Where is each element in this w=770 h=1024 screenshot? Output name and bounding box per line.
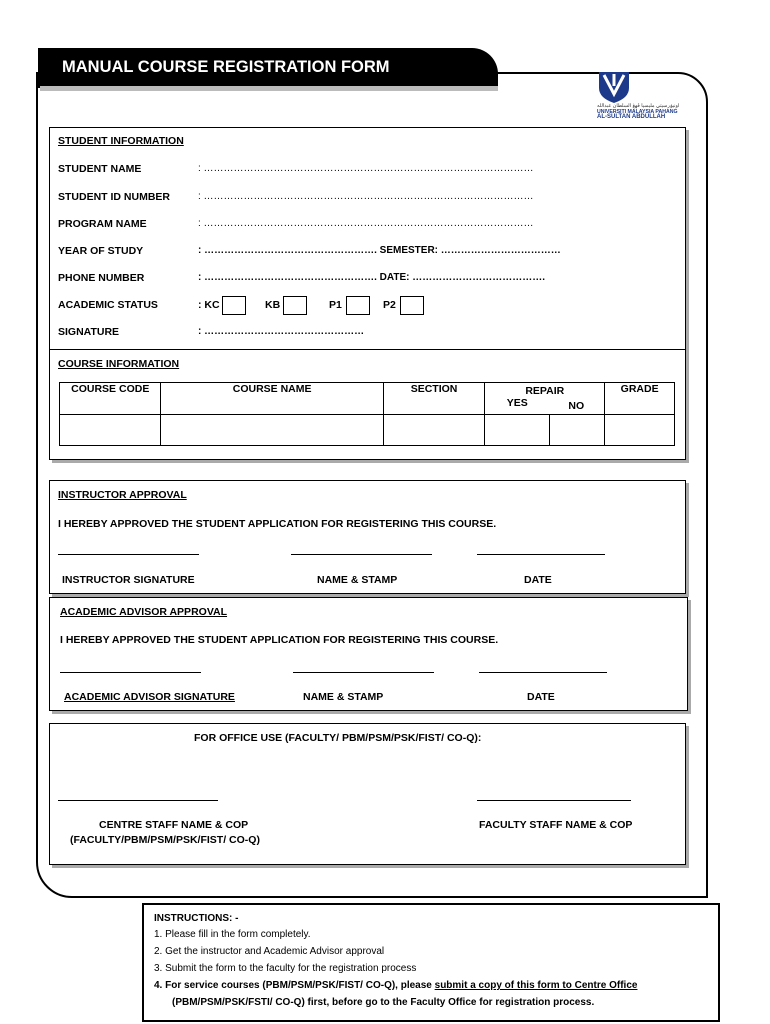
student-section-title: STUDENT INFORMATION bbox=[58, 135, 184, 147]
instructor-statement: I HEREBY APPROVED THE STUDENT APPLICATION FOR REGISTERING THIS COURSE. bbox=[58, 518, 497, 530]
advisor-signature-line[interactable] bbox=[60, 672, 201, 673]
centre-staff-sublabel: (FACULTY/PBM/PSM/PSK/FIST/ CO-Q) bbox=[70, 834, 260, 846]
col-grade: GRADE bbox=[605, 383, 675, 415]
instruction-item-4 bbox=[154, 980, 637, 991]
advisor-statement: I HEREBY APPROVED THE STUDENT APPLICATION FOR REGISTERING THIS COURSE. bbox=[60, 634, 499, 646]
status-p1-label: P1 bbox=[329, 299, 342, 311]
faculty-staff-line[interactable] bbox=[477, 800, 631, 801]
section-cell[interactable] bbox=[383, 414, 484, 445]
advisor-date-line[interactable] bbox=[479, 672, 607, 673]
grade-cell[interactable] bbox=[605, 414, 675, 445]
instructions-title: INSTRUCTIONS: - bbox=[154, 913, 239, 924]
student-id-field[interactable]: : ……………………………………………………………………………………… bbox=[198, 191, 534, 202]
advisor-section-title: ACADEMIC ADVISOR APPROVAL bbox=[60, 606, 228, 618]
instructor-signature-label: INSTRUCTOR SIGNATURE bbox=[62, 574, 195, 586]
student-name-field[interactable]: : ……………………………………………………………………………………… bbox=[198, 163, 534, 174]
instruction-item-4-emphasis: submit a copy of this form to Centre Office bbox=[434, 980, 638, 991]
instruction-item-3: 3. Submit the form to the faculty for the registration process bbox=[154, 963, 417, 974]
col-repair-yes: YES bbox=[506, 397, 528, 409]
student-info-section bbox=[49, 127, 686, 351]
col-repair bbox=[485, 383, 605, 414]
form-title: MANUAL COURSE REGISTRATION FORM bbox=[62, 58, 390, 76]
course-code-cell[interactable] bbox=[60, 414, 161, 445]
status-kb-checkbox[interactable] bbox=[283, 296, 307, 315]
course-table bbox=[59, 382, 675, 446]
course-section-title: COURSE INFORMATION bbox=[58, 358, 180, 370]
signature-field[interactable]: : ………………………………………… bbox=[198, 326, 365, 337]
course-entry-row bbox=[60, 414, 675, 445]
year-semester-field[interactable]: : ……………………………………………. SEMESTER: ……………………………… bbox=[198, 245, 561, 256]
instruction-item-4-text: 4. For service courses (PBM/PSM/PSK/FIST/ CO-Q), please bbox=[154, 980, 435, 991]
instructor-date-line[interactable] bbox=[477, 554, 605, 555]
program-name-label: PROGRAM NAME bbox=[58, 218, 147, 230]
status-kc-label: : KC bbox=[198, 299, 220, 311]
repair-no-cell[interactable] bbox=[550, 414, 605, 445]
logo-text-name: UNIVERSITI MALAYSIA PAHANG bbox=[597, 109, 678, 115]
phone-date-field[interactable]: : ……………………………………………. DATE: …………………………………. bbox=[198, 272, 546, 283]
program-name-field[interactable]: : ……………………………………………………………………………………… bbox=[198, 218, 534, 229]
centre-staff-line[interactable] bbox=[58, 800, 218, 801]
office-use-title: FOR OFFICE USE (FACULTY/ PBM/PSM/PSK/FIST/ CO-Q): bbox=[194, 732, 482, 744]
status-p2-checkbox[interactable] bbox=[400, 296, 424, 315]
student-id-label: STUDENT ID NUMBER bbox=[58, 191, 170, 203]
phone-number-label: PHONE NUMBER bbox=[58, 272, 145, 284]
advisor-name-label: NAME & STAMP bbox=[303, 691, 384, 703]
logo-text-sub: AL-SULTAN ABDULLAH bbox=[597, 114, 666, 120]
instructor-date-label: DATE bbox=[524, 574, 552, 586]
status-p2-label: P2 bbox=[383, 299, 396, 311]
instruction-item-4-cont: (PBM/PSM/PSK/FSTI/ CO-Q) first, before go to the Faculty Office for registration process. bbox=[172, 997, 595, 1008]
signature-label: SIGNATURE bbox=[58, 326, 120, 338]
course-name-cell[interactable] bbox=[161, 414, 383, 445]
title-underline bbox=[40, 86, 498, 91]
instructions-box bbox=[142, 903, 720, 1022]
instruction-item-2: 2. Get the instructor and Academic Advisor approval bbox=[154, 946, 385, 957]
col-course-code: COURSE CODE bbox=[60, 383, 161, 415]
university-logo-icon bbox=[594, 70, 634, 104]
col-repair-label: REPAIR bbox=[525, 385, 565, 397]
logo-text-jawi: اونيۏرسيتي مليسيا ڤهڠ السلطان عبدالله bbox=[597, 103, 680, 109]
instructor-signature-line[interactable] bbox=[58, 554, 199, 555]
advisor-name-line[interactable] bbox=[293, 672, 434, 673]
faculty-staff-label: FACULTY STAFF NAME & COP bbox=[479, 819, 633, 831]
col-repair-no: NO bbox=[568, 400, 585, 412]
centre-staff-label: CENTRE STAFF NAME & COP bbox=[99, 819, 249, 831]
advisor-date-label: DATE bbox=[527, 691, 555, 703]
repair-yes-cell[interactable] bbox=[485, 414, 550, 445]
instruction-item-1: 1. Please fill in the form completely. bbox=[154, 929, 311, 940]
advisor-signature-label: ACADEMIC ADVISOR SIGNATURE bbox=[64, 691, 235, 703]
instructor-name-line[interactable] bbox=[291, 554, 432, 555]
academic-status-label: ACADEMIC STATUS bbox=[58, 299, 158, 311]
year-of-study-label: YEAR OF STUDY bbox=[58, 245, 144, 257]
instructor-section-title: INSTRUCTOR APPROVAL bbox=[58, 489, 187, 501]
instructor-name-label: NAME & STAMP bbox=[317, 574, 398, 586]
status-kb-label: KB bbox=[265, 299, 281, 311]
status-kc-checkbox[interactable] bbox=[222, 296, 246, 315]
col-section: SECTION bbox=[383, 383, 484, 415]
student-name-label: STUDENT NAME bbox=[58, 163, 142, 175]
col-course-name: COURSE NAME bbox=[161, 383, 383, 415]
status-p1-checkbox[interactable] bbox=[346, 296, 370, 315]
